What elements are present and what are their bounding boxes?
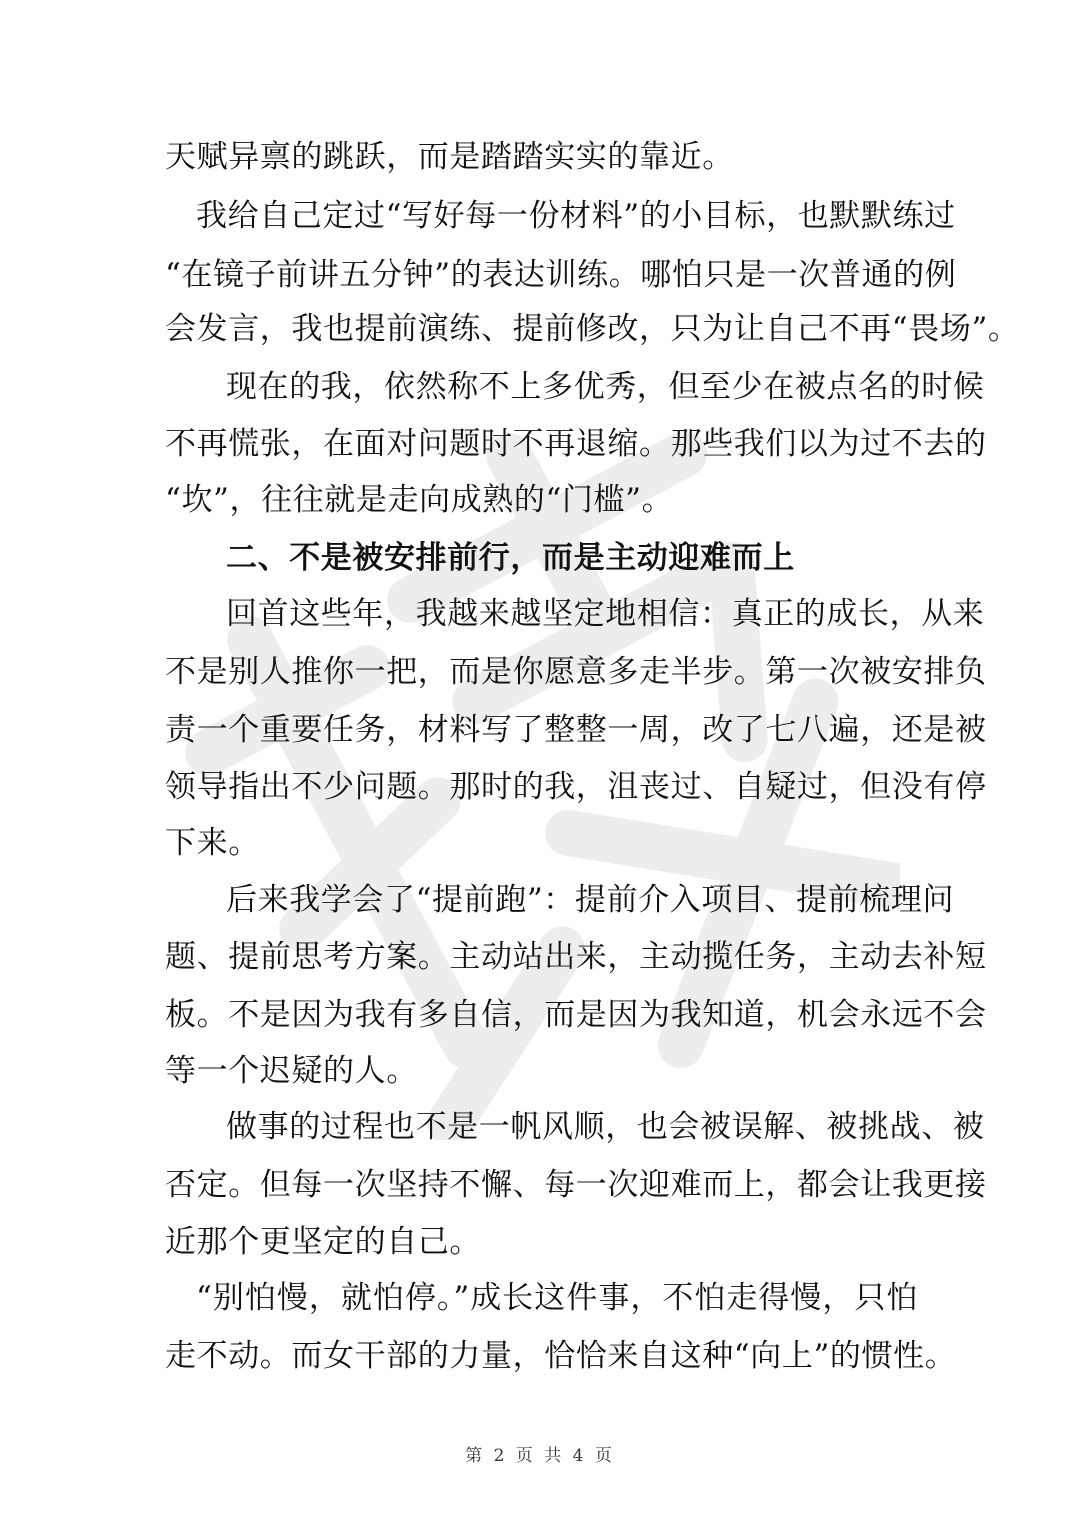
text-line: 领导指出不少问题。那时的我，沮丧过、自疑过，但没有停	[165, 769, 987, 805]
text-line: 题、提前思考方案。主动站出来，主动揽任务，主动去补短	[165, 939, 987, 975]
text-line: 下来。	[165, 825, 260, 861]
text-line: 现在的我，依然称不上多优秀，但至少在被点名的时候	[226, 369, 985, 405]
text-line: “坎”，往往就是走向成熟的“门槛”。	[165, 482, 674, 518]
text-line: 后来我学会了“提前跑”：提前介入项目、提前梳理问	[226, 882, 955, 918]
text-line: 否定。但每一次坚持不懈、每一次迎难而上，都会让我更接	[165, 1167, 987, 1203]
text-line: “在镜子前讲五分钟”的表达训练。哪怕只是一次普通的例	[165, 257, 957, 293]
text-line: 近那个更坚定的自己。	[165, 1224, 481, 1260]
text-line: 做事的过程也不是一帆风顺，也会被误解、被挑战、被	[226, 1109, 985, 1145]
section-heading: 二、不是被安排前行，而是主动迎难而上	[226, 540, 795, 576]
text-line: 会发言，我也提前演练、提前修改，只为让自己不再“畏场”。	[165, 311, 1020, 347]
text-line: “别怕慢，就怕停。”成长这件事，不怕走得慢，只怕	[196, 1280, 918, 1316]
text-line: 天赋异禀的跳跃，而是踏踏实实的靠近。	[165, 139, 734, 175]
text-line: 板。不是因为我有多自信，而是因为我知道，机会永远不会	[165, 997, 987, 1033]
page-number-footer: 第 2 页 共 4 页	[465, 1446, 615, 1466]
text-line: 我给自己定过“写好每一份材料”的小目标，也默默练过	[196, 198, 956, 234]
text-line: 走不动。而女干部的力量，恰恰来自这种“向上”的惯性。	[165, 1338, 957, 1374]
text-line: 不再慌张，在面对问题时不再退缩。那些我们以为过不去的	[165, 426, 987, 462]
text-line: 责一个重要任务，材料写了整整一周，改了七八遍，还是被	[165, 712, 987, 748]
text-line: 不是别人推你一把，而是你愿意多走半步。第一次被安排负	[165, 654, 987, 690]
text-line: 等一个迟疑的人。	[165, 1053, 418, 1089]
text-line: 回首这些年，我越来越坚定地相信：真正的成长，从来	[226, 596, 985, 632]
